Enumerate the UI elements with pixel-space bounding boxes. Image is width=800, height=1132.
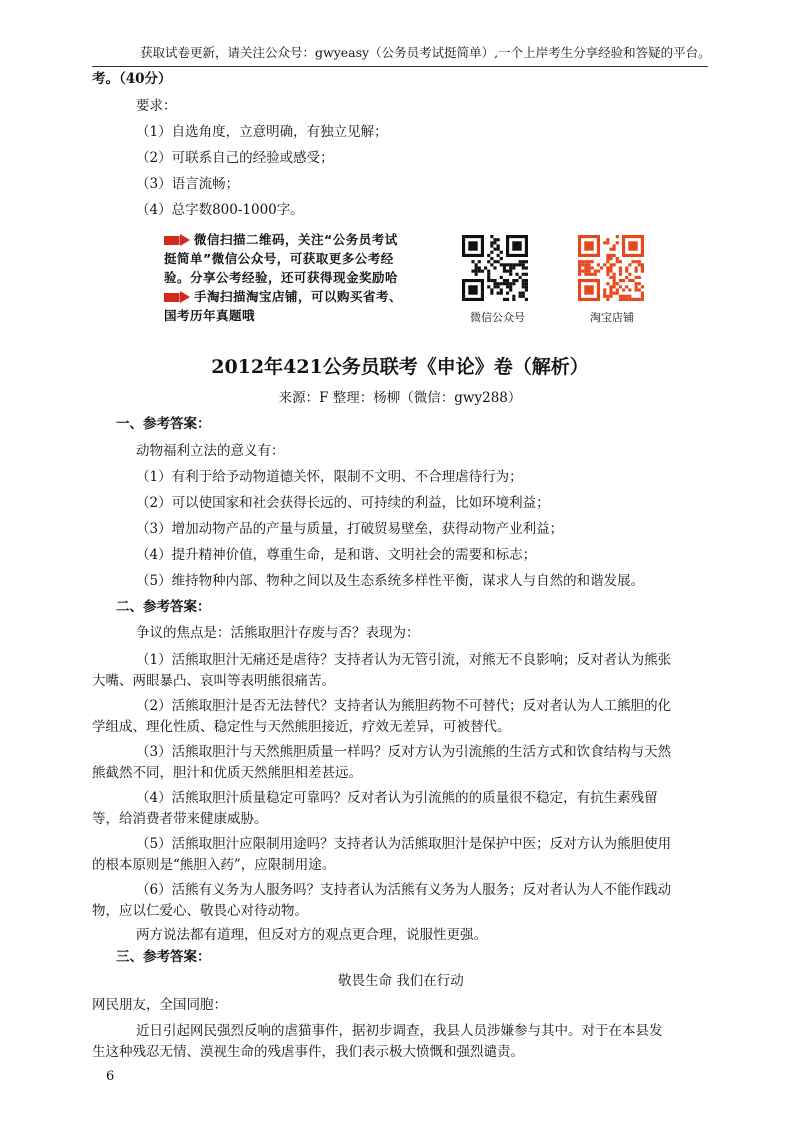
answer-line: 大嘴、两眼暴凸、哀叫等表明熊很痛苦。 [92, 673, 335, 689]
article-title: 敬畏生命 我们在行动 [338, 973, 464, 989]
header-rule [92, 66, 708, 67]
section-intro: 争议的焦点是：活熊取胆汁存废与否？表现为： [136, 625, 420, 641]
answer-item: （3）增加动物产品的产量与质量，打破贸易壁垒，获得动物产业利益； [136, 521, 564, 537]
taobao-qr-label: 淘宝店铺 [590, 311, 634, 324]
answer-line: 物，应以仁爱心、敬畏心对待动物。 [92, 903, 308, 919]
answer-line: 两方说法都有道理，但反对方的观点更合理，说服性更强。 [136, 927, 487, 943]
page-number: 6 [106, 1069, 115, 1084]
paragraph-line: 近日引起网民强烈反响的虐猫事件，据初步调查，我县人员涉嫌参与其中。对于在本县发 [136, 1023, 663, 1039]
page-header: 获取试卷更新，请关注公众号：gwyeasy（公务员考试挺简单）,一个上岸考生分享经验和答疑的平台。 [140, 45, 711, 60]
answer-item: （5）维持物种内部、物种之间以及生态系统多样性平衡，谋求人与自然的和谐发展。 [136, 573, 645, 589]
arrow-icon [164, 293, 190, 302]
salutation: 网民朋友，全国同胞： [92, 997, 227, 1013]
promo-line: 挺简单”微信公众号，可获取更多公考经 [164, 251, 394, 266]
requirement-item: （4）总字数800-1000字。 [136, 202, 304, 218]
section-heading: 二、参考答案： [116, 599, 211, 615]
promo-line: 验。分享公考经验，还可获得现金奖励哈 [164, 270, 399, 285]
document-source: 来源：F 整理：杨柳（微信：gwy288） [278, 390, 522, 406]
section-intro: 动物福利立法的意义有： [136, 443, 285, 459]
requirement-item: （3）语言流畅； [136, 176, 240, 192]
requirements-label: 要求： [136, 98, 177, 114]
answer-line: 熊截然不同，胆汁和优质天然熊胆相差甚远。 [92, 765, 362, 781]
arrow-icon [164, 236, 190, 245]
requirement-item: （1）自选角度，立意明确，有独立见解； [136, 124, 388, 140]
promo-line: 国考历年真题哦 [164, 308, 256, 323]
document-title: 2012年421公务员联考《申论》卷（解析） [211, 356, 589, 378]
taobao-qr-code [578, 235, 644, 301]
answer-item: （4）提升精神价值，尊重生命，是和谐、文明社会的需要和标志； [136, 547, 537, 563]
answer-line: （2）活熊取胆汁是否无法替代？支持者认为熊胆药物不可替代；反对者认为人工熊胆的化 [136, 698, 672, 714]
answer-line: （6）活熊有义务为人服务吗？支持者认为活熊有义务为人服务；反对者认为人不能作践动 [136, 882, 672, 898]
section-heading: 一、参考答案： [116, 416, 211, 432]
requirement-item: （2）可联系自己的经验或感受； [136, 150, 334, 166]
answer-line: 等，给消费者带来健康威胁。 [92, 811, 268, 827]
answer-item: （2）可以使国家和社会获得长远的、可持续的利益，比如环境利益； [136, 495, 550, 511]
answer-line: （5）活熊取胆汁应限制用途吗？支持者认为活熊取胆汁是保护中医；反对方认为熊胆使用 [136, 836, 672, 852]
section-heading: 三、参考答案： [116, 949, 211, 965]
promo-block [164, 230, 446, 325]
answer-line: （3）活熊取胆汁与天然熊胆质量一样吗？反对方认为引流熊的生活方式和饮食结构与天然 [136, 744, 672, 760]
answer-item: （1）有利于给予动物道德关怀，限制不文明、不合理虐待行为； [136, 469, 523, 485]
answer-line: （4）活熊取胆汁质量稳定可靠吗？反对者认为引流熊的的质量很不稳定，有抗生素残留 [136, 790, 658, 806]
wechat-qr-code [462, 235, 528, 301]
wechat-qr-label: 微信公众号 [470, 311, 525, 324]
paragraph-line: 生这种残忍无情、漠视生命的残虐事件，我们表示极大愤慨和强烈谴责。 [92, 1044, 524, 1060]
prev-question-tail: 考。（40分） [92, 71, 172, 87]
promo-line: 手淘扫描淘宝店铺，可以购买省考、 [164, 287, 446, 306]
answer-line: （1）活熊取胆汁无痛还是虐待？支持者认为无管引流，对熊无不良影响；反对者认为熊张 [136, 652, 672, 668]
promo-line: 微信扫描二维码，关注“公务员考试 [164, 230, 446, 249]
answer-line: 的根本原则是“熊胆入药”，应限制用途。 [92, 857, 336, 873]
answer-line: 学组成、理化性质、稳定性与天然熊胆接近，疗效无差异，可被替代。 [92, 719, 511, 735]
